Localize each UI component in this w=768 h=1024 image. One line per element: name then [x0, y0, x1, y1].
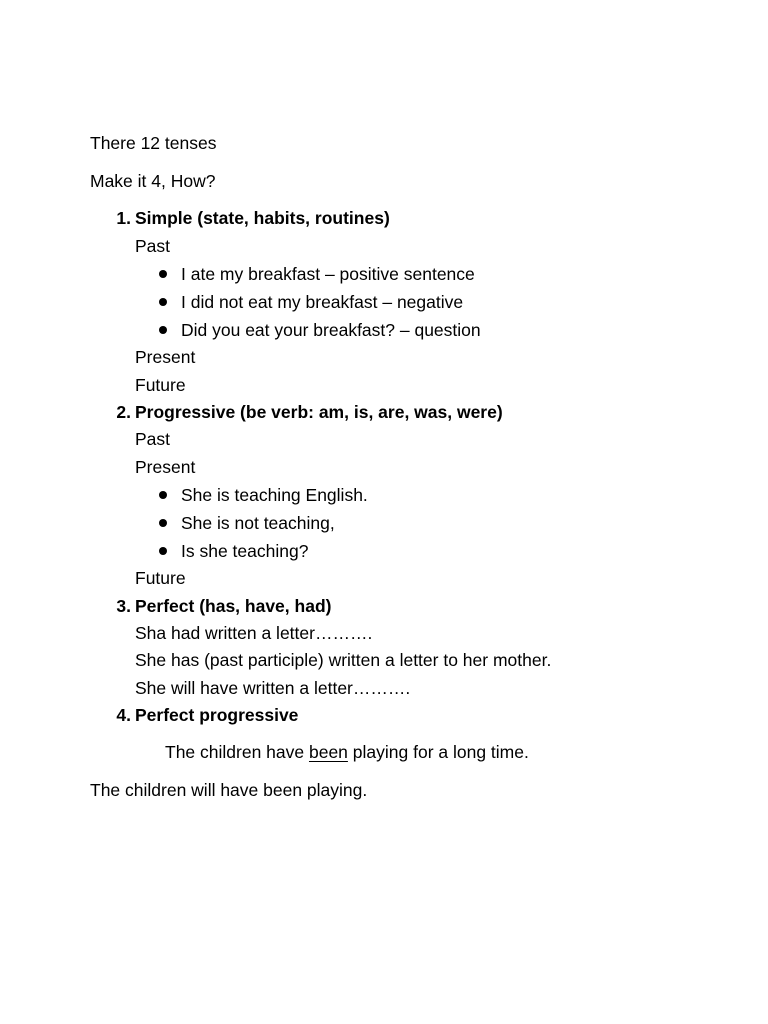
simple-future-label: Future	[135, 375, 186, 395]
closing-line: The children will have been playing.	[90, 780, 368, 800]
simple-bullet-1: I ate my breakfast – positive sentence	[181, 264, 475, 284]
progressive-present-label: Present	[135, 457, 196, 477]
simple-past-label: Past	[135, 236, 171, 256]
example-text-before: The children have	[165, 742, 309, 762]
perfect-progressive-example	[165, 741, 529, 763]
bullet-icon	[159, 270, 167, 278]
progressive-future-label: Future	[135, 568, 186, 588]
simple-bullet-2: I did not eat my breakfast – negative	[181, 292, 464, 312]
progressive-past-label: Past	[135, 429, 171, 449]
bullet-icon	[159, 298, 167, 306]
section-heading-perfect-progressive: Perfect progressive	[135, 705, 299, 725]
perfect-example-3: She will have written a letter……….	[135, 678, 411, 698]
perfect-example-2: She has (past participle) written a letter to her mother.	[135, 650, 552, 670]
section-heading-simple: Simple (state, habits, routines)	[135, 208, 390, 228]
perfect-example-1: Sha had written a letter……….	[135, 623, 373, 643]
list-number-3: 3.	[116, 596, 131, 616]
section-heading-progressive: Progressive (be verb: am, is, are, was, were)	[135, 402, 503, 422]
example-underlined-word: been	[308, 742, 348, 762]
progressive-bullet-3: Is she teaching?	[181, 541, 309, 561]
simple-bullet-3: Did you eat your breakfast? – question	[181, 320, 481, 340]
intro-line-2: Make it 4, How?	[90, 171, 216, 191]
progressive-bullet-1: She is teaching English.	[181, 485, 368, 505]
list-number-4: 4.	[116, 705, 131, 725]
bullet-icon	[159, 326, 167, 334]
bullet-icon	[159, 491, 167, 499]
section-heading-perfect: Perfect (has, have, had)	[135, 596, 332, 616]
intro-line-1: There 12 tenses	[90, 133, 217, 153]
bullet-icon	[159, 547, 167, 555]
example-text-after: playing for a long time.	[347, 742, 529, 762]
list-number-2: 2.	[116, 402, 131, 422]
simple-present-label: Present	[135, 347, 196, 367]
bullet-icon	[159, 519, 167, 527]
progressive-bullet-2: She is not teaching,	[181, 513, 335, 533]
list-number-1: 1.	[116, 208, 131, 228]
